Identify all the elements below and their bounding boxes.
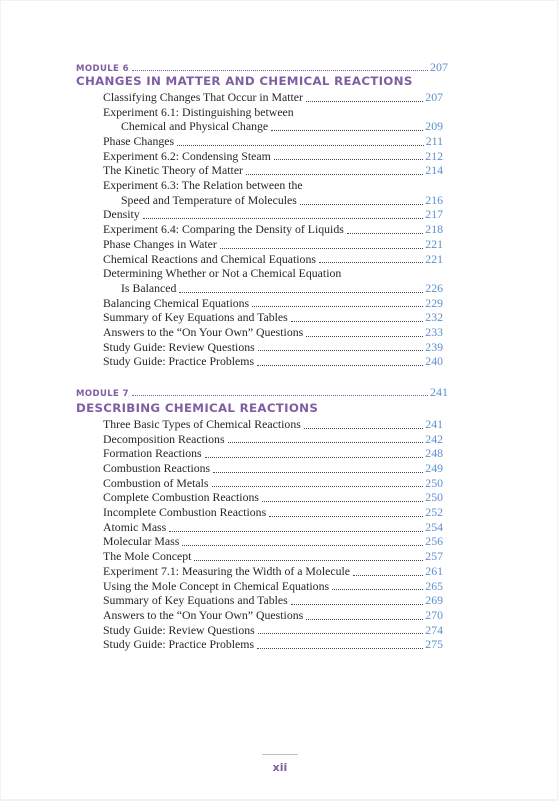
toc-entry [103,208,443,223]
entry-page: 214 [425,163,443,178]
dot-leader [177,145,424,146]
toc-entry [103,119,443,134]
module-page-number: 241 [430,385,448,399]
dot-leader [262,501,423,502]
entry-title: Is Balanced [121,280,177,295]
dot-leader [228,442,424,443]
dot-leader [205,457,424,458]
entry-page: 250 [425,475,443,490]
entry-page: 275 [425,637,443,652]
dot-leader [319,262,423,263]
entry-title: Experiment 7.1: Measuring the Width of a Molecule [103,563,350,578]
dot-leader [252,306,423,307]
entry-page: 240 [425,354,443,369]
toc-entry [103,178,443,193]
toc-entry [103,446,443,461]
toc-entry [103,432,443,447]
entry-page: 233 [425,324,443,339]
toc-entry [103,354,443,369]
entry-page: 229 [425,295,443,310]
dot-leader [271,130,423,131]
entry-title: Using the Mole Concept in Chemical Equations [103,578,330,593]
entry-title: Chemical Reactions and Chemical Equations [103,251,316,266]
toc-entry [103,608,443,623]
module-label: MODULE 7 [76,389,129,399]
dot-leader [257,365,423,366]
entry-title: Answers to the “On Your Own” Questions [103,324,304,339]
entry-title: Formation Reactions [103,446,202,461]
entry-page: 254 [425,519,443,534]
toc-entry [103,325,443,340]
entry-page: 226 [425,280,443,295]
entry-title: Experiment 6.3: The Relation between the [103,178,303,193]
entry-title: The Kinetic Theory of Matter [103,163,243,178]
entry-page: 252 [425,505,443,520]
toc-entry [103,310,443,325]
dot-leader [306,101,423,102]
toc-entry [103,535,443,550]
toc-entry [103,623,443,638]
entry-title: Balancing Chemical Equations [103,295,250,310]
module-label: MODULE 6 [76,64,129,74]
toc-entry [103,593,443,608]
toc-entry [103,476,443,491]
module-7-heading [76,385,448,399]
book-page [1,1,557,799]
entry-title: Classifying Changes That Occur in Matter [103,89,303,104]
dot-leader [182,545,423,546]
entry-page: 256 [425,534,443,549]
dot-leader [132,70,428,71]
dot-leader [257,648,423,649]
entry-title: Answers to the “On Your Own” Questions [103,607,304,622]
toc-entry [103,490,443,505]
entry-page: 265 [425,578,443,593]
entry-title: Summary of Key Equations and Tables [103,310,288,325]
entry-page: 241 [425,416,443,431]
dot-leader [220,248,423,249]
entry-title: Combustion of Metals [103,475,209,490]
entry-page: 257 [425,549,443,564]
toc-entry [103,505,443,520]
dot-leader [332,589,423,590]
toc-entry [103,252,443,267]
entry-title: Combustion Reactions [103,461,211,476]
entry-page: 274 [425,622,443,637]
dot-leader [143,218,424,219]
dot-leader [269,516,423,517]
entry-page: 217 [425,207,443,222]
toc-entry [103,193,443,208]
entry-title: Study Guide: Practice Problems [103,354,255,369]
entry-page: 221 [425,236,443,251]
entry-page: 211 [425,134,443,149]
entry-title: Phase Changes in Water [103,236,217,251]
dot-leader [306,336,423,337]
page-number: xii [272,761,288,774]
entry-title: Molecular Mass [103,534,180,549]
toc-entry [103,340,443,355]
entry-title: Determining Whether or Not a Chemical Equation [103,266,342,281]
toc-entry [103,163,443,178]
module-6-heading [76,60,448,74]
dot-leader [213,472,423,473]
toc-entry [103,549,443,564]
entry-page: 221 [425,251,443,266]
entry-page: 239 [425,339,443,354]
entry-title: The Mole Concept [103,549,192,564]
toc-entry [103,134,443,149]
module-page-number: 207 [430,60,448,74]
module-6-contents [103,90,443,369]
entry-title: Study Guide: Review Questions [103,339,255,354]
entry-page: 242 [425,431,443,446]
entry-title: Density [103,207,140,222]
entry-page: 249 [425,461,443,476]
entry-title: Experiment 6.4: Comparing the Density of Liquids [103,222,344,237]
dot-leader [169,531,423,532]
dot-leader [347,233,423,234]
entry-page: 207 [425,89,443,104]
dot-leader [353,575,423,576]
toc-entry [103,296,443,311]
entry-title: Summary of Key Equations and Tables [103,593,288,608]
entry-title: Experiment 6.2: Condensing Steam [103,148,271,163]
toc-entry [103,222,443,237]
entry-title: Incomplete Combustion Reactions [103,505,267,520]
toc-entry [103,637,443,652]
entry-page: 248 [425,446,443,461]
dot-leader [291,321,424,322]
entry-title: Phase Changes [103,134,175,149]
toc-entry [103,461,443,476]
dot-leader [258,350,424,351]
entry-page: 261 [425,563,443,578]
entry-page: 209 [425,119,443,134]
entry-page: 250 [425,490,443,505]
entry-title: Experiment 6.1: Distinguishing between [103,104,294,119]
entry-title: Chemical and Physical Change [121,119,269,134]
toc-entry [103,266,443,281]
toc-entry [103,237,443,252]
dot-leader [258,633,424,634]
dot-leader [179,292,423,293]
toc-entry [103,579,443,594]
dot-leader [194,560,423,561]
toc-entry [103,281,443,296]
toc-entry [103,417,443,432]
entry-title: Study Guide: Review Questions [103,622,255,637]
entry-title: Decomposition Reactions [103,431,225,446]
module-7-title: DESCRIBING CHEMICAL REACTIONS [76,401,319,415]
toc-entry [103,149,443,164]
dot-leader [304,428,423,429]
entry-page: 212 [425,148,443,163]
dot-leader [212,486,424,487]
entry-title: Study Guide: Practice Problems [103,637,255,652]
module-6-title: CHANGES IN MATTER AND CHEMICAL REACTIONS [76,74,413,88]
dot-leader [274,159,424,160]
dot-leader [300,204,423,205]
entry-title: Atomic Mass [103,519,167,534]
toc-entry [103,105,443,120]
dot-leader [132,395,428,396]
entry-page: 269 [425,593,443,608]
toc-entry [103,564,443,579]
entry-title: Speed and Temperature of Molecules [121,192,297,207]
toc-entry [103,90,443,105]
folio-rule [262,754,298,755]
entry-page: 270 [425,607,443,622]
entry-title: Three Basic Types of Chemical Reactions [103,416,301,431]
entry-page: 232 [425,310,443,325]
entry-title: Complete Combustion Reactions [103,490,259,505]
dot-leader [291,604,424,605]
dot-leader [306,619,423,620]
dot-leader [246,174,423,175]
toc-entry [103,520,443,535]
entry-page: 218 [425,222,443,237]
entry-page: 216 [425,192,443,207]
module-7-contents [103,417,443,652]
